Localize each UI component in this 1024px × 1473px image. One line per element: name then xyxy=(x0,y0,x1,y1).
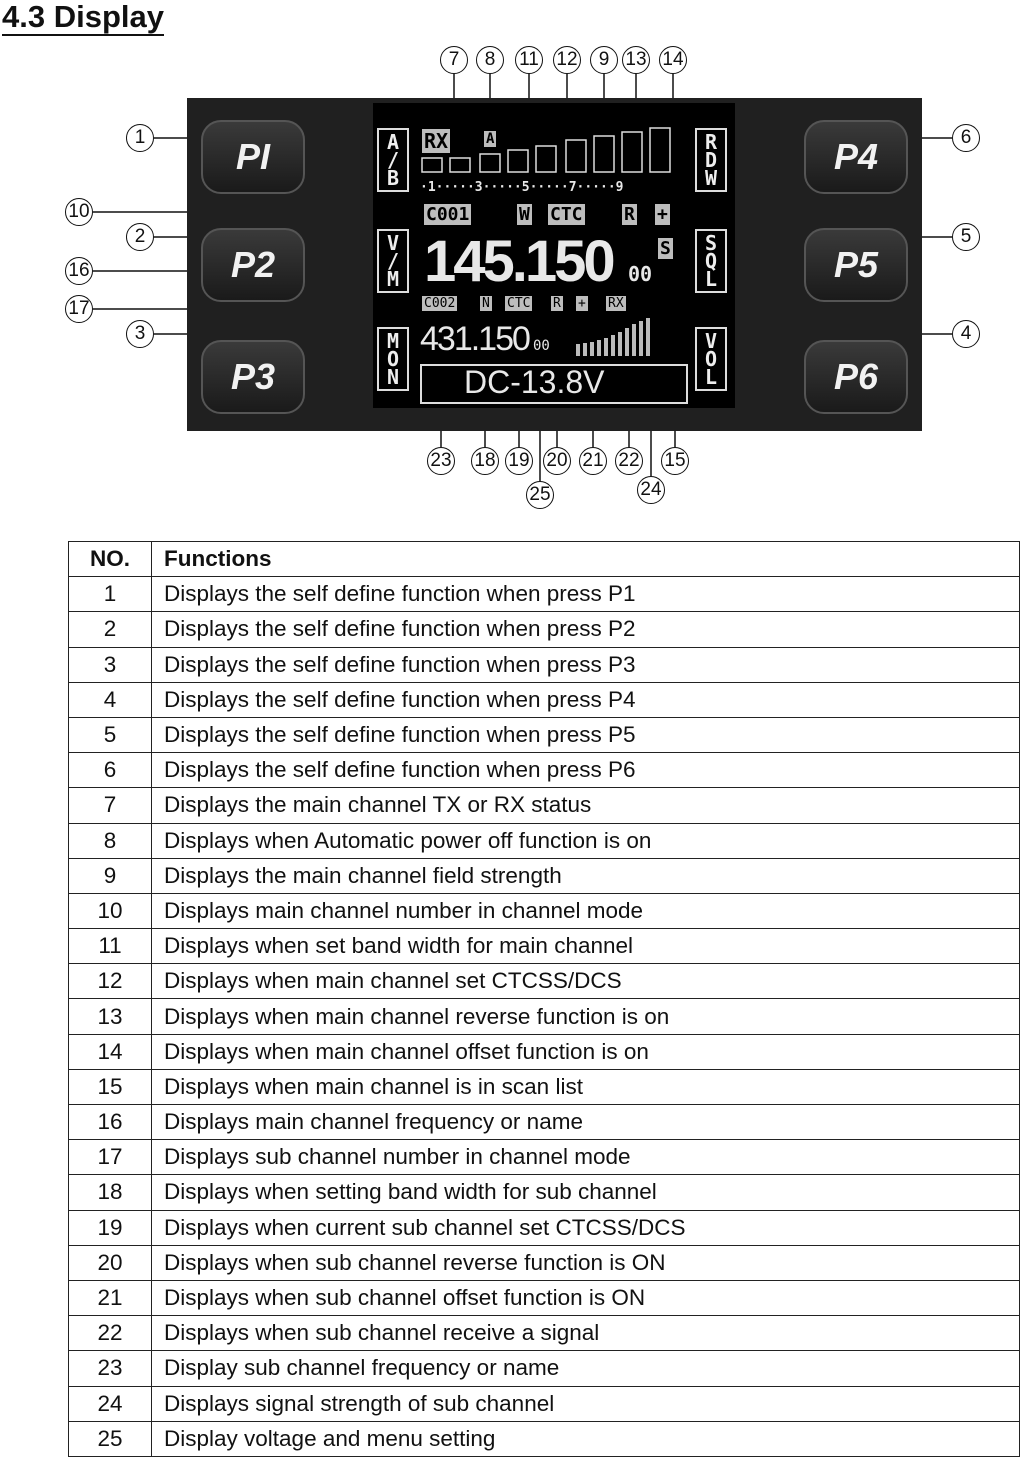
row-function: Displays sub channel number in channel mode xyxy=(152,1140,1020,1175)
main-band-indicator: W xyxy=(519,204,530,225)
row-number: 6 xyxy=(69,753,152,788)
row-function: Displays the self define function when press P5 xyxy=(152,717,1020,752)
side-key-mon: M O N xyxy=(377,327,409,391)
row-number: 4 xyxy=(69,682,152,717)
table-row xyxy=(69,1245,1020,1280)
table-row xyxy=(69,1140,1020,1175)
callout-23: 23 xyxy=(427,447,455,475)
row-function: Displays signal strength of sub channel xyxy=(152,1386,1020,1421)
table-row xyxy=(69,612,1020,647)
sub-ctc-indicator: CTC xyxy=(507,296,531,311)
callout-14: 14 xyxy=(659,46,687,74)
row-function: Displays the self define function when press P3 xyxy=(152,647,1020,682)
p4-button[interactable]: P4 xyxy=(804,120,908,194)
row-function: Displays the self define function when press P4 xyxy=(152,682,1020,717)
callout-8: 8 xyxy=(476,46,504,74)
function-table-body xyxy=(69,577,1020,1457)
callout-5: 5 xyxy=(952,223,980,251)
row-number: 3 xyxy=(69,647,152,682)
row-number: 2 xyxy=(69,612,152,647)
header-no: NO. xyxy=(69,542,152,577)
scan-indicator: S xyxy=(660,238,671,259)
row-number: 16 xyxy=(69,1105,152,1140)
table-row xyxy=(69,1280,1020,1315)
main-channel-number: C001 xyxy=(426,204,470,225)
row-number: 21 xyxy=(69,1280,152,1315)
row-function: Displays when setting band width for sub channel xyxy=(152,1175,1020,1210)
table-row xyxy=(69,823,1020,858)
callout-24: 24 xyxy=(637,476,665,504)
main-frequency-small: 00 xyxy=(628,262,653,286)
row-number: 22 xyxy=(69,1316,152,1351)
callout-25: 25 xyxy=(526,481,554,509)
header-functions: Functions xyxy=(152,542,1020,577)
side-key-rdw: R D W xyxy=(695,128,727,192)
table-row xyxy=(69,1421,1020,1456)
callout-20: 20 xyxy=(543,447,571,475)
row-function: Displays when sub channel offset function is ON xyxy=(152,1280,1020,1315)
table-row xyxy=(69,1386,1020,1421)
row-function: Displays when main channel reverse function is on xyxy=(152,999,1020,1034)
row-number: 1 xyxy=(69,577,152,612)
side-key-vm: V / M xyxy=(377,229,409,293)
table-row xyxy=(69,1034,1020,1069)
table-row xyxy=(69,929,1020,964)
row-function: Displays when set band width for main channel xyxy=(152,929,1020,964)
row-function: Displays when Automatic power off function is on xyxy=(152,823,1020,858)
sub-frequency-small: 00 xyxy=(533,338,550,354)
auto-off-indicator: A xyxy=(486,131,495,147)
row-function: Displays the self define function when press P2 xyxy=(152,612,1020,647)
table-row xyxy=(69,1210,1020,1245)
table-row xyxy=(69,999,1020,1034)
table-row xyxy=(69,1175,1020,1210)
main-signal-meter xyxy=(420,126,680,182)
p5-button[interactable]: P5 xyxy=(804,228,908,302)
p3-button[interactable]: P3 xyxy=(201,340,305,414)
row-function: Displays the main channel TX or RX status xyxy=(152,788,1020,823)
table-row xyxy=(69,788,1020,823)
row-number: 8 xyxy=(69,823,152,858)
row-function: Displays when main channel is in scan list xyxy=(152,1069,1020,1104)
table-header-row xyxy=(69,542,1020,577)
row-number: 10 xyxy=(69,893,152,928)
row-function: Displays when main channel offset function is on xyxy=(152,1034,1020,1069)
sub-channel-number: C002 xyxy=(424,296,456,311)
table-row xyxy=(69,964,1020,999)
row-function: Displays the self define function when press P6 xyxy=(152,753,1020,788)
callout-11: 11 xyxy=(515,46,543,74)
table-row xyxy=(69,717,1020,752)
callout-2: 2 xyxy=(126,223,154,251)
callout-4: 4 xyxy=(952,320,980,348)
row-function: Displays when sub channel receive a signal xyxy=(152,1316,1020,1351)
callout-18: 18 xyxy=(471,447,499,475)
row-number: 13 xyxy=(69,999,152,1034)
table-row xyxy=(69,893,1020,928)
row-number: 19 xyxy=(69,1210,152,1245)
row-function: Displays the main channel field strength xyxy=(152,858,1020,893)
row-number: 12 xyxy=(69,964,152,999)
rx-indicator: RX xyxy=(424,129,449,153)
table-row xyxy=(69,1105,1020,1140)
row-number: 11 xyxy=(69,929,152,964)
row-number: 18 xyxy=(69,1175,152,1210)
row-number: 24 xyxy=(69,1386,152,1421)
row-function: Displays main channel number in channel mode xyxy=(152,893,1020,928)
row-function: Displays main channel frequency or name xyxy=(152,1105,1020,1140)
signal-scale: ·1·····3·····5·····7·····9 xyxy=(420,180,624,195)
callout-15: 15 xyxy=(661,447,689,475)
callout-1: 1 xyxy=(126,124,154,152)
row-function: Displays the self define function when press P1 xyxy=(152,577,1020,612)
table-row xyxy=(69,577,1020,612)
row-number: 7 xyxy=(69,788,152,823)
callout-21: 21 xyxy=(579,447,607,475)
p1-button[interactable]: PI xyxy=(201,120,305,194)
row-number: 23 xyxy=(69,1351,152,1386)
section-heading: 4.3 Display xyxy=(2,0,164,34)
main-offset-indicator: + xyxy=(657,204,668,225)
callout-7: 7 xyxy=(440,46,468,74)
row-number: 17 xyxy=(69,1140,152,1175)
row-function: Displays when main channel set CTCSS/DCS xyxy=(152,964,1020,999)
row-number: 9 xyxy=(69,858,152,893)
table-row xyxy=(69,753,1020,788)
sub-frequency: 431.150 xyxy=(420,320,529,358)
row-function: Display sub channel frequency or name xyxy=(152,1351,1020,1386)
callout-19: 19 xyxy=(505,447,533,475)
table-row xyxy=(69,1316,1020,1351)
callout-12: 12 xyxy=(553,46,581,74)
main-reverse-indicator: R xyxy=(624,204,635,225)
sub-rx-indicator: RX xyxy=(608,296,624,311)
callout-13: 13 xyxy=(622,46,650,74)
sub-band-indicator: N xyxy=(482,296,490,311)
table-row xyxy=(69,647,1020,682)
callout-6: 6 xyxy=(952,124,980,152)
sub-signal-meter xyxy=(574,316,658,358)
p6-button[interactable]: P6 xyxy=(804,340,908,414)
callout-16: 16 xyxy=(65,257,93,285)
main-frequency: 145.150 xyxy=(424,229,613,294)
callout-9: 9 xyxy=(590,46,618,74)
row-number: 14 xyxy=(69,1034,152,1069)
side-key-ab: A / B xyxy=(377,128,409,192)
table-row xyxy=(69,1069,1020,1104)
callout-3: 3 xyxy=(126,320,154,348)
main-ctc-indicator: CTC xyxy=(550,204,583,225)
voltage-readout: DC-13.8V xyxy=(464,364,605,400)
row-function: Display voltage and menu setting xyxy=(152,1421,1020,1456)
sub-offset-indicator: + xyxy=(578,296,586,311)
side-key-sql: S Q L xyxy=(695,229,727,293)
table-row xyxy=(69,682,1020,717)
callout-10: 10 xyxy=(65,198,93,226)
p2-button[interactable]: P2 xyxy=(201,228,305,302)
row-number: 5 xyxy=(69,717,152,752)
row-number: 25 xyxy=(69,1421,152,1456)
row-number: 20 xyxy=(69,1245,152,1280)
row-function: Displays when current sub channel set CTCSS/DCS xyxy=(152,1210,1020,1245)
side-key-vol: V O L xyxy=(695,327,727,391)
table-row xyxy=(69,1351,1020,1386)
sub-reverse-indicator: R xyxy=(553,296,561,311)
function-table xyxy=(68,541,1020,1457)
row-function: Displays when sub channel reverse function is ON xyxy=(152,1245,1020,1280)
table-row xyxy=(69,858,1020,893)
row-number: 15 xyxy=(69,1069,152,1104)
callout-22: 22 xyxy=(615,447,643,475)
callout-17: 17 xyxy=(65,295,93,323)
